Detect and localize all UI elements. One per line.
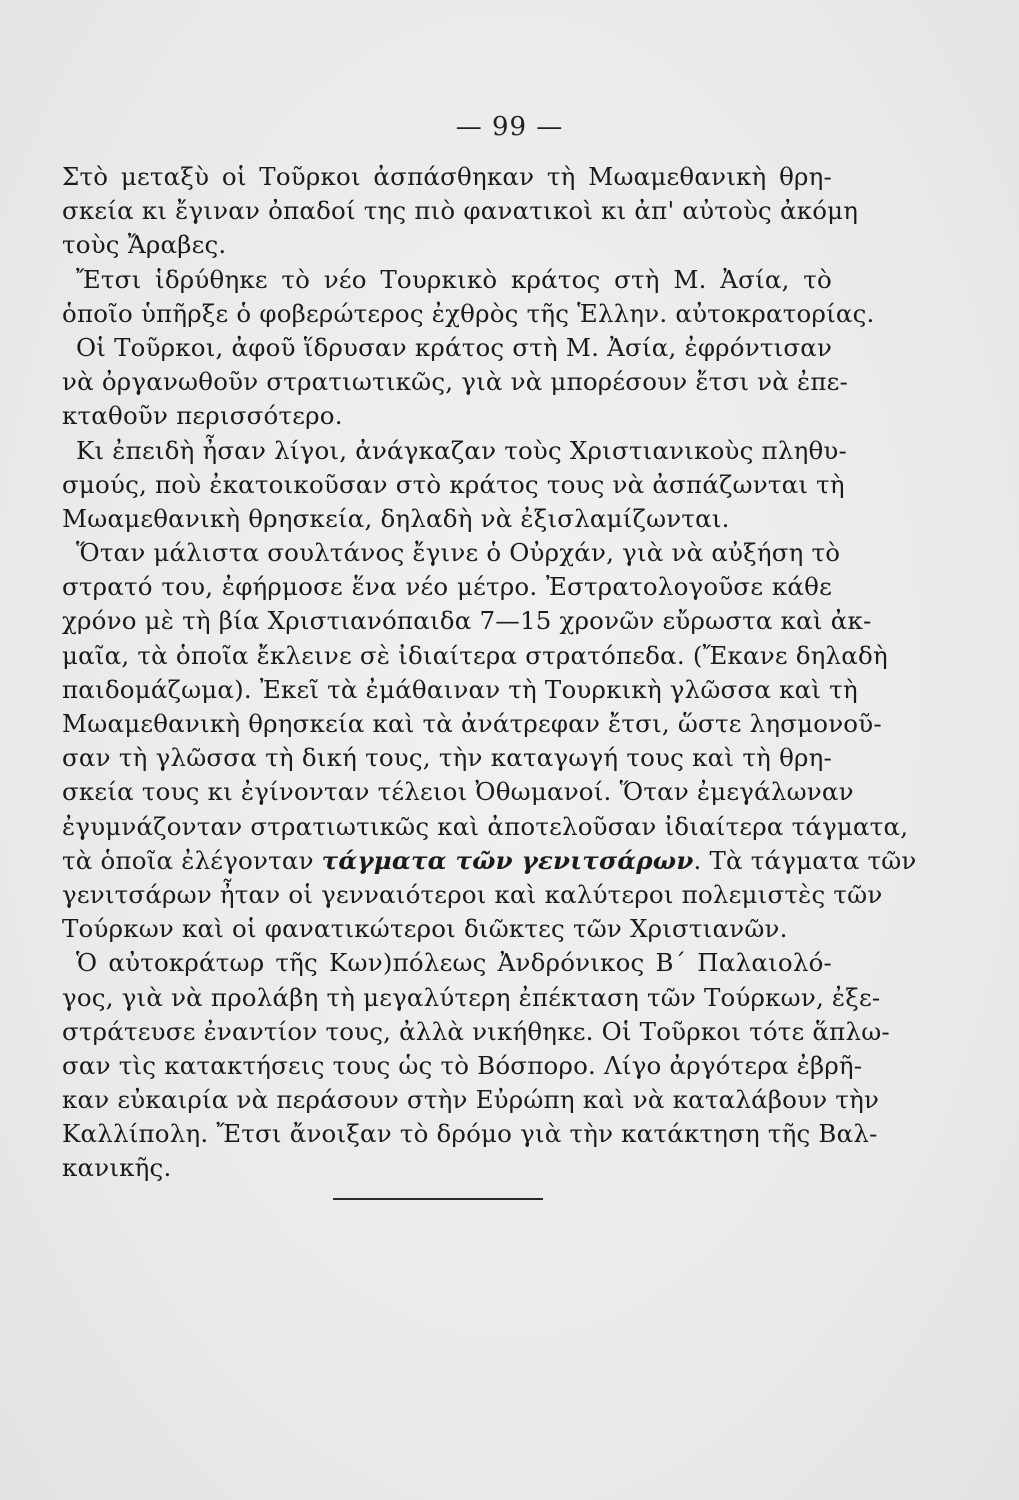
emphasized-term: τάγματα τῶν γενιτσάρων — [321, 845, 694, 875]
body-text — [62, 160, 917, 1186]
text-line: σαν τὶς κατακτήσεις τους ὡς τὸ Βόσπορο. Λίγο ἀργότερα ἐβρῆ- — [62, 1050, 863, 1080]
text-line-with-emphasis — [62, 844, 917, 878]
text-line: Ὁ αὐτοκράτωρ τῆς Κων)πόλεως Ἀνδρόνικος Β΄ Παλαιολό- — [76, 948, 832, 978]
text-line: Στὸ μεταξὺ οἱ Τοῦρκοι ἀσπάσθηκαν τὴ Μωαμεθανικὴ θρη- — [62, 162, 832, 191]
text-line: μαῖα, τὰ ὁποῖα ἔκλεινε σὲ ἰδιαίτερα στρατόπεδα. (Ἔκανε δηλαδὴ — [62, 640, 888, 670]
text-line: ὁποῖο ὑπῆρξε ὁ φοβερώτερος ἐχθρὸς τῆς Ἑλλην. αὐτοκρατορίας. — [62, 298, 875, 328]
text-line: καν εὐκαιρία νὰ περάσουν στὴν Εὐρώπη καὶ νὰ καταλάβουν τὴν — [62, 1085, 880, 1115]
text-line: κανικῆς. — [62, 1153, 172, 1183]
text-line: παιδομάζωμα). Ἐκεῖ τὰ ἐμάθαιναν τὴ Τουρκικὴ γλῶσσα καὶ τὴ — [62, 674, 858, 704]
text-line: σαν τὴ γλῶσσα τὴ δική τους, τὴν καταγωγή τους καὶ τὴ θρη- — [62, 743, 832, 773]
text-line: Μωαμεθανικὴ θρησκεία, δηλαδὴ νὰ ἐξισλαμίζωνται. — [62, 503, 730, 533]
text-line: τοὺς Ἄραβες. — [62, 230, 227, 260]
text-line: Ἔτσι ἱδρύθηκε τὸ νέο Τουρκικὸ κράτος στὴ Μ. Ἀσία, τὸ — [76, 264, 832, 294]
page-number: — 99 — — [455, 112, 564, 142]
text-line: Κι ἐπειδὴ ἦσαν λίγοι, ἀνάγκαζαν τοὺς Χριστιανικοὺς πληθυ- — [76, 435, 847, 465]
text-fragment: . Τὰ τάγματα τῶν — [693, 845, 917, 875]
section-divider — [333, 1198, 543, 1200]
text-line: Καλλίπολη. Ἔτσι ἄνοιξαν τὸ δρόμο γιὰ τὴν κατάκτηση τῆς Βαλ- — [62, 1119, 878, 1149]
text-line: ἐγυμνάζονταν στρατιωτικῶς καὶ ἀποτελοῦσαν ἰδιαίτερα τάγματα, — [62, 811, 909, 841]
text-fragment: τὰ ὁποῖα ἐλέγονταν — [62, 845, 322, 875]
text-line: Μωαμεθανικὴ θρησκεία καὶ τὰ ἀνάτρεφαν ἔτσι, ὥστε λησμονοῦ- — [62, 709, 882, 738]
text-line: νὰ ὀργανωθοῦν στρατιωτικῶς, γιὰ νὰ μπορέσουν ἔτσι νὰ ἐπε- — [62, 367, 849, 397]
text-line: Οἱ Τοῦρκοι, ἀφοῦ ἵδρυσαν κράτος στὴ Μ. Ἀσία, ἐφρόντισαν — [76, 332, 833, 362]
text-line: σμούς, ποὺ ἐκατοικοῦσαν στὸ κράτος τους νὰ ἀσπάζωνται τὴ — [62, 469, 845, 499]
text-line: σκεία τους κι ἐγίνονταν τέλειοι Ὀθωμανοί. Ὅταν ἐμεγάλωναν — [62, 777, 854, 807]
text-line: σκεία κι ἔγιναν ὀπαδοί της πιὸ φανατικοὶ κι ἀπ' αὐτοὺς ἀκόμη — [62, 196, 859, 226]
text-line: Τούρκων καὶ οἱ φανατικώτεροι διῶκτες τῶν Χριστιανῶν. — [62, 914, 788, 944]
text-line: στράτευσε ἐναντίον τους, ἀλλὰ νικήθηκε. Οἱ Τοῦρκοι τότε ἅπλω- — [62, 1016, 890, 1046]
text-line: κταθοῦν περισσότερο. — [62, 401, 343, 431]
text-line: γενιτσάρων ἦταν οἱ γενναιότεροι καὶ καλύτεροι πολεμιστὲς τῶν — [62, 879, 883, 909]
text-line: γος, γιὰ νὰ προλάβη τὴ μεγαλύτερη ἐπέκταση τῶν Τούρκων, ἐξε- — [62, 982, 881, 1012]
text-line: χρόνο μὲ τὴ βία Χριστιανόπαιδα 7—15 χρονῶν εὔρωστα καὶ ἀκ- — [62, 606, 872, 636]
text-line: στρατό του, ἐφήρμοσε ἕνα νέο μέτρο. Ἐστρατολογοῦσε κάθε — [62, 572, 832, 602]
text-line: Ὅταν μάλιστα σουλτάνος ἔγινε ὁ Οὐρχάν, γιὰ νὰ αὐξήση τὸ — [76, 538, 841, 568]
